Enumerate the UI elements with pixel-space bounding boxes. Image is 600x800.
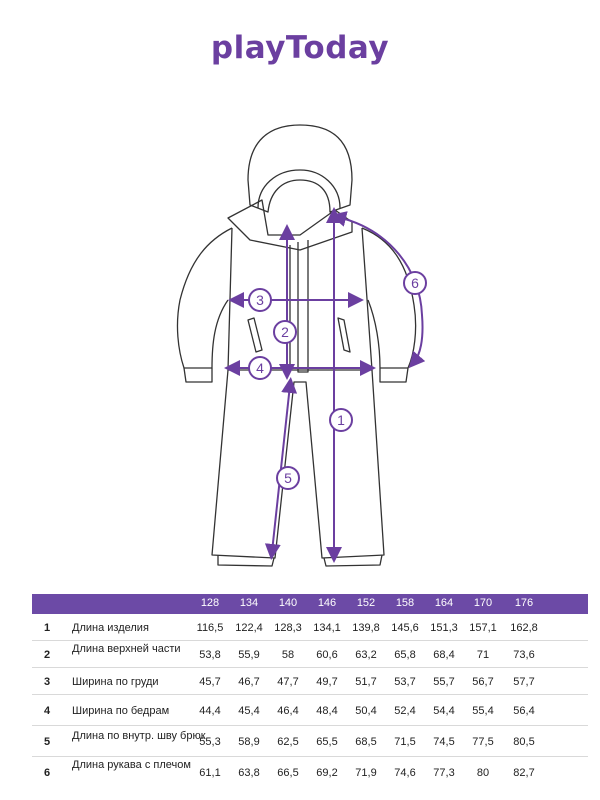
cell-value: 65,5: [316, 736, 338, 748]
cell-value: 80,5: [513, 736, 535, 748]
cell-value: 66,5: [277, 767, 299, 779]
cell-value: 71,5: [394, 736, 416, 748]
row-name: Ширина по бедрам: [72, 705, 170, 717]
cell-value: 73,6: [513, 649, 535, 661]
placket: [298, 240, 308, 372]
right-pocket: [338, 318, 350, 352]
row-number: 4: [44, 705, 51, 717]
table-row: [32, 695, 588, 726]
cell-value: 65,8: [394, 649, 416, 661]
cell-value: 46,4: [277, 705, 299, 717]
cell-value: 162,8: [510, 622, 538, 634]
cell-value: 68,5: [355, 736, 377, 748]
row-name: Длина по внутр. шву брюк: [72, 730, 206, 742]
size-header: 128: [200, 597, 220, 609]
hood-outline: [248, 125, 352, 212]
cell-value: 55,7: [433, 676, 455, 688]
row-name: Ширина по груди: [72, 676, 159, 688]
marker-1: 1: [337, 412, 345, 428]
cell-value: 74,5: [433, 736, 455, 748]
brand-logo: playToday: [210, 30, 390, 66]
size-header: 176: [514, 597, 534, 609]
row-number: 2: [44, 649, 51, 661]
cell-value: 47,7: [277, 676, 299, 688]
cell-value: 58: [281, 649, 295, 661]
cell-value: 45,4: [238, 705, 260, 717]
table-row: [32, 668, 588, 695]
cell-value: 61,1: [199, 767, 221, 779]
pants: [212, 370, 384, 558]
cell-value: 71,9: [355, 767, 377, 779]
cell-value: 128,3: [274, 622, 302, 634]
left-pocket: [248, 318, 262, 352]
cell-value: 55,3: [199, 736, 221, 748]
size-table: [32, 594, 588, 787]
cell-value: 80: [476, 767, 490, 779]
cell-value: 63,2: [355, 649, 377, 661]
cell-value: 58,9: [238, 736, 260, 748]
row-name: Длина рукава с плечом: [72, 759, 191, 771]
right-cuff: [380, 368, 408, 382]
cell-value: 53,7: [394, 676, 416, 688]
cell-value: 55,9: [238, 649, 260, 661]
jumpsuit-diagram: [0, 100, 600, 590]
row-number: 3: [44, 676, 51, 688]
cell-value: 69,2: [316, 767, 338, 779]
marker-2: 2: [281, 324, 289, 340]
row-name: Длина изделия: [72, 622, 149, 634]
marker-5: 5: [284, 470, 292, 486]
cell-value: 151,3: [430, 622, 458, 634]
cell-value: 52,4: [394, 705, 416, 717]
cell-value: 45,7: [199, 676, 221, 688]
table-row: [32, 726, 588, 757]
cell-value: 49,7: [316, 676, 338, 688]
size-header: 134: [239, 597, 259, 609]
size-header: 140: [278, 597, 298, 609]
cell-value: 116,5: [196, 622, 224, 634]
size-header: 164: [434, 597, 454, 609]
row-number: 6: [44, 767, 51, 779]
cell-value: 60,6: [316, 649, 338, 661]
size-header: 146: [317, 597, 337, 609]
size-header-row: [32, 594, 588, 614]
size-header: 170: [473, 597, 493, 609]
left-cuff: [184, 368, 212, 382]
cell-value: 44,4: [199, 705, 221, 717]
marker-4: 4: [256, 360, 264, 376]
cell-value: 48,4: [316, 705, 338, 717]
cell-value: 71: [476, 649, 490, 661]
cell-value: 157,1: [469, 622, 497, 634]
table-row: [32, 757, 588, 787]
marker-6: 6: [411, 275, 419, 291]
cell-value: 77,3: [433, 767, 455, 779]
cell-value: 54,4: [433, 705, 455, 717]
cell-value: 51,7: [355, 676, 377, 688]
cell-value: 134,1: [313, 622, 341, 634]
cell-value: 56,7: [472, 676, 494, 688]
cell-value: 55,4: [472, 705, 494, 717]
cell-value: 82,7: [513, 767, 535, 779]
cell-value: 56,4: [513, 705, 535, 717]
cell-value: 68,4: [433, 649, 455, 661]
cell-value: 122,4: [235, 622, 263, 634]
cell-value: 50,4: [355, 705, 377, 717]
table-row: [32, 641, 588, 668]
cell-value: 139,8: [352, 622, 380, 634]
cell-value: 46,7: [238, 676, 260, 688]
row-name: Длина верхней части: [72, 643, 181, 655]
cell-value: 62,5: [277, 736, 299, 748]
cell-value: 57,7: [513, 676, 535, 688]
left-sleeve: [177, 228, 232, 368]
size-header: 152: [356, 597, 376, 609]
marker-3: 3: [256, 292, 264, 308]
table-row: [32, 614, 588, 641]
cell-value: 53,8: [199, 649, 221, 661]
cell-value: 77,5: [472, 736, 494, 748]
cell-value: 145,6: [391, 622, 419, 634]
row-number: 1: [44, 622, 51, 634]
row-number: 5: [44, 736, 51, 748]
cell-value: 74,6: [394, 767, 416, 779]
cell-value: 63,8: [238, 767, 260, 779]
size-header: 158: [395, 597, 415, 609]
